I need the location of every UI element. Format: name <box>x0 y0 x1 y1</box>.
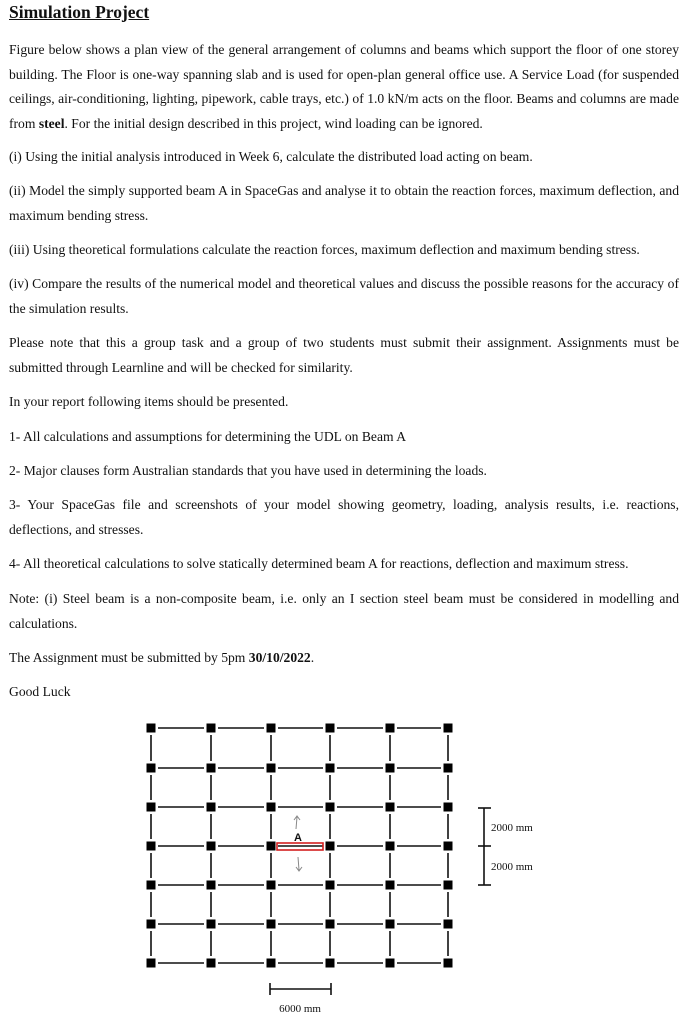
beam-a-label: A <box>294 832 302 844</box>
task-item-1: (i) Using the initial analysis introduced in Week 6, calculate the distributed load acting on beam. <box>9 149 533 164</box>
column-marker <box>386 881 395 890</box>
column-marker <box>386 959 395 968</box>
column-marker <box>207 920 216 929</box>
intro-bold-steel: steel <box>38 115 65 131</box>
column-marker <box>207 842 216 851</box>
column-marker <box>444 959 453 968</box>
report-intro: In your report following items should be presented. <box>9 394 289 409</box>
column-marker <box>326 724 335 733</box>
column-marker <box>326 920 335 929</box>
column-marker <box>147 920 156 929</box>
column-marker <box>386 842 395 851</box>
column-marker <box>267 920 276 929</box>
intro-text-1: Figure below shows a plan view of the general arrangement of columns and beams which support the floor of one storey building. The Floor is one-way spanning slab and is used for open-plan general office use. A Service Load (for suspended ceilings, air-conditioning, lighting, pipework, cable trays, etc.) of 1.0 kN/m acts on the floor. Beams and columns are made from <box>9 42 679 131</box>
column-marker <box>207 881 216 890</box>
column-marker <box>207 959 216 968</box>
column-marker <box>147 959 156 968</box>
column-marker <box>386 764 395 773</box>
column-marker <box>267 881 276 890</box>
column-marker <box>444 764 453 773</box>
span-arrow-down-icon <box>296 857 302 871</box>
closing-text: Good Luck <box>9 684 71 699</box>
deadline-prefix: The Assignment must be submitted by 5pm <box>9 650 249 665</box>
column-marker <box>207 764 216 773</box>
note-paragraph: Note: (i) Steel beam is a non-composite beam, i.e. only an I section steel beam must be considered in modelling and calculations. <box>9 591 679 631</box>
column-marker <box>147 803 156 812</box>
report-item-1: 1- All calculations and assumptions for determining the UDL on Beam A <box>9 429 407 444</box>
column-marker <box>207 724 216 733</box>
report-item-4: 4- All theoretical calculations to solve statically determined beam A for reactions, deflection and maximum stress. <box>9 556 629 571</box>
group-note: Please note that this a group task and a group of two students must submit their assignment. Assignments must be submitted through Learnline and will be checked for similarity. <box>9 335 679 375</box>
task-item-4: (iv) Compare the results of the numerical model and theoretical values and discuss the possible reasons for the accuracy of the simulation results. <box>9 276 679 316</box>
column-marker <box>147 842 156 851</box>
dimension-annotations <box>270 808 533 1015</box>
column-marker <box>267 764 276 773</box>
report-item-2: 2- Major clauses form Australian standards that you have used in determining the loads. <box>9 463 487 478</box>
column-marker <box>147 724 156 733</box>
intro-text-2: . For the initial design described in this project, wind loading can be ignored. <box>64 115 483 131</box>
report-item-3: 3- Your SpaceGas file and screenshots of your model showing geometry, loading, analysis results, i.e. reactions, deflections, and stresses. <box>9 497 679 537</box>
column-marker <box>267 842 276 851</box>
column-marker <box>326 881 335 890</box>
deadline-date: 30/10/2022 <box>248 650 311 665</box>
column-marker <box>444 881 453 890</box>
column-marker <box>267 724 276 733</box>
column-marker <box>147 881 156 890</box>
beam-a <box>277 816 323 871</box>
column-marker <box>267 959 276 968</box>
grid-beams <box>151 728 448 963</box>
deadline-suffix: . <box>310 650 315 665</box>
column-marker <box>267 803 276 812</box>
dimension-label-horizontal: 6000 mm <box>279 1003 321 1015</box>
column-marker <box>444 842 453 851</box>
column-marker <box>326 842 335 851</box>
column-marker <box>147 764 156 773</box>
column-marker <box>386 920 395 929</box>
span-arrow-up-icon <box>294 816 300 829</box>
page-title: Simulation Project <box>9 2 150 22</box>
task-item-2: (ii) Model the simply supported beam A in SpaceGas and analyse it to obtain the reaction forces, maximum deflection, and maximum bending stress. <box>9 183 679 223</box>
column-marker <box>386 803 395 812</box>
column-marker <box>326 959 335 968</box>
column-marker <box>326 803 335 812</box>
column-marker <box>207 803 216 812</box>
dimension-label-2: 2000 mm <box>491 861 533 873</box>
dimension-label-1: 2000 mm <box>491 822 533 834</box>
column-marker <box>444 920 453 929</box>
column-marker <box>444 724 453 733</box>
column-marker <box>444 803 453 812</box>
column-marker <box>326 764 335 773</box>
task-item-3: (iii) Using theoretical formulations calculate the reaction forces, maximum deflection and maximum bending stress. <box>9 242 640 257</box>
column-marker <box>386 724 395 733</box>
